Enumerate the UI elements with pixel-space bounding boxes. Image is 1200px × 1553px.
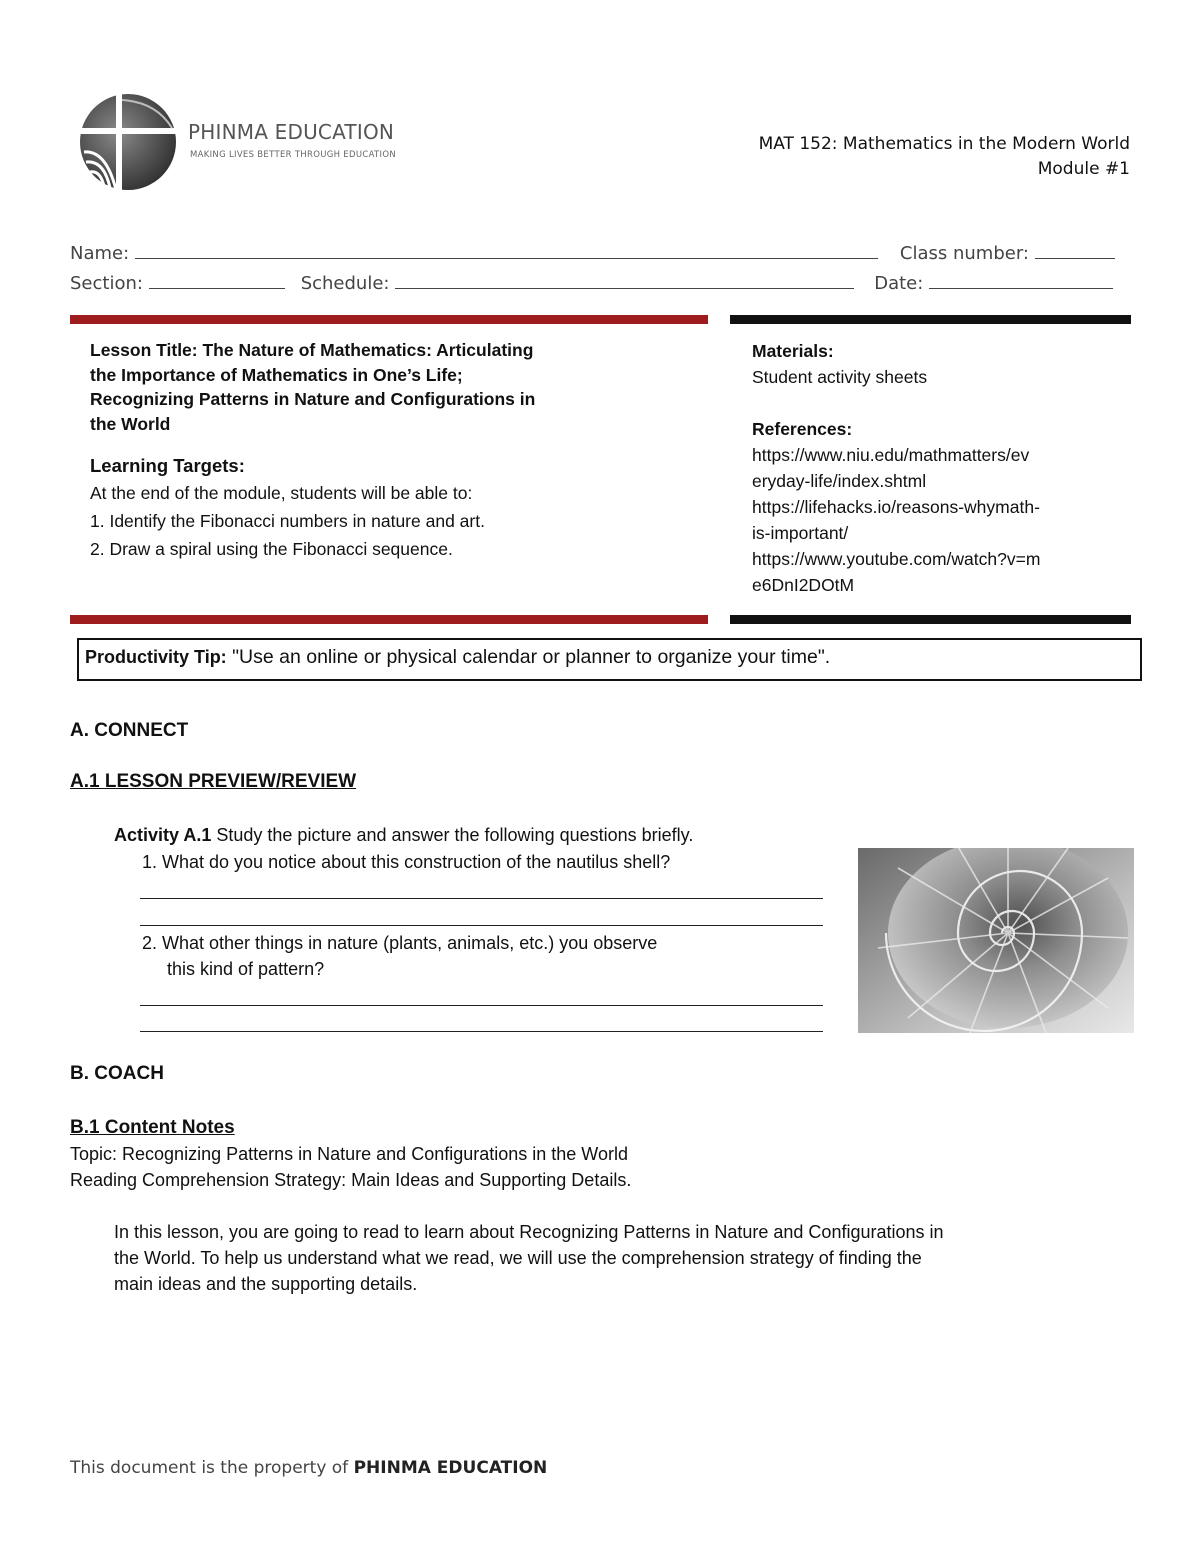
question-2 <box>142 930 657 982</box>
references-heading: References: <box>752 419 853 439</box>
tip-text: "Use an online or physical calendar or planner to organize your time". <box>226 646 831 668</box>
divider-black-top <box>730 315 1131 324</box>
productivity-tip-box <box>77 638 1142 681</box>
module-number: Module #1 <box>1037 159 1130 179</box>
activity-instructions <box>114 822 693 848</box>
materials-box <box>752 338 1122 598</box>
question-2-line: 2. What other things in nature (plants, animals, etc.) you observe <box>142 933 658 953</box>
logo-name: PHINMA EDUCATION <box>188 120 395 144</box>
lesson-title-line: Lesson Title: The Nature of Mathematics: Articulating <box>90 340 534 360</box>
course-title <box>759 132 1130 182</box>
question-1: 1. What do you notice about this construction of the nautilus shell? <box>142 852 671 872</box>
learning-targets-heading: Learning Targets: <box>90 455 245 476</box>
lesson-title-line: Recognizing Patterns in Nature and Configurations in <box>90 389 536 409</box>
footer-owner: PHINMA EDUCATION <box>353 1458 548 1478</box>
class-number-field[interactable] <box>1035 245 1115 259</box>
lesson-preview-heading: A.1 LESSON PREVIEW/REVIEW <box>70 771 357 792</box>
course-name: MAT 152: Mathematics in the Modern World <box>758 134 1130 154</box>
reference-link[interactable]: e6DnI2DOtM <box>752 575 855 595</box>
divider-red-bottom <box>70 615 708 624</box>
intro-paragraph <box>114 1219 944 1297</box>
paragraph-line: main ideas and the supporting details. <box>114 1274 418 1294</box>
materials-value: Student activity sheets <box>752 367 928 387</box>
section-label: Section: <box>70 273 143 294</box>
reference-link[interactable]: https://www.youtube.com/watch?v=m <box>752 549 1041 569</box>
activity-label: Activity A.1 <box>114 825 212 845</box>
reference-link[interactable]: https://lifehacks.io/reasons-whymath- <box>752 497 1040 517</box>
materials-heading: Materials: <box>752 341 834 361</box>
divider-red-top <box>70 315 708 324</box>
paragraph-line: In this lesson, you are going to read to learn about Recognizing Patterns in Nature and Configurations in <box>114 1222 944 1242</box>
footer-text: This document is the property of <box>70 1458 354 1478</box>
footer <box>70 1458 547 1478</box>
tip-label: Productivity Tip: <box>85 647 227 667</box>
info-row-section <box>70 273 1113 294</box>
lesson-title <box>90 338 690 436</box>
schedule-field[interactable] <box>395 275 854 289</box>
answer-line[interactable] <box>140 924 823 926</box>
phinma-globe-icon <box>76 90 186 194</box>
nautilus-shell-icon <box>858 848 1134 1033</box>
date-label: Date: <box>874 273 924 294</box>
divider-black-bottom <box>730 615 1131 624</box>
strategy-line: Reading Comprehension Strategy: Main Ideas and Supporting Details. <box>70 1170 632 1190</box>
class-number-label: Class number: <box>899 243 1029 264</box>
date-field[interactable] <box>929 275 1113 289</box>
lesson-title-line: the Importance of Mathematics in One’s Life; <box>90 364 463 385</box>
schedule-label: Schedule: <box>300 273 390 294</box>
phinma-logo <box>76 90 421 194</box>
lesson-title-line: the World <box>90 413 171 434</box>
topic-line: Topic: Recognizing Patterns in Nature and Configurations in the World <box>70 1144 628 1164</box>
info-row-name <box>70 243 1115 264</box>
section-field[interactable] <box>149 275 285 289</box>
paragraph-line: the World. To help us understand what we read, we will use the comprehension strategy of finding the <box>114 1248 922 1268</box>
activity-text: Study the picture and answer the following questions briefly. <box>211 825 694 845</box>
reference-link[interactable]: is-important/ <box>752 523 849 543</box>
nautilus-shell-image <box>858 848 1134 1033</box>
answer-line[interactable] <box>140 1004 823 1006</box>
answer-line[interactable] <box>140 1030 823 1032</box>
targets-intro: At the end of the module, students will be able to: <box>90 482 473 503</box>
logo-tagline: MAKING LIVES BETTER THROUGH EDUCATION <box>190 150 396 160</box>
target-item: 2. Draw a spiral using the Fibonacci sequence. <box>90 538 453 559</box>
name-field[interactable] <box>135 245 878 259</box>
target-item: 1. Identify the Fibonacci numbers in nature and art. <box>90 510 485 531</box>
reference-link[interactable]: eryday-life/index.shtml <box>752 471 927 491</box>
name-label: Name: <box>70 243 130 264</box>
reference-link[interactable]: https://www.niu.edu/mathmatters/ev <box>752 445 1030 465</box>
answer-line[interactable] <box>140 897 823 899</box>
lesson-box <box>90 338 690 563</box>
section-connect-heading: A. CONNECT <box>70 720 189 741</box>
content-notes-heading: B.1 Content Notes <box>70 1117 235 1138</box>
section-coach-heading: B. COACH <box>70 1063 164 1084</box>
question-2-line: this kind of pattern? <box>167 959 325 979</box>
